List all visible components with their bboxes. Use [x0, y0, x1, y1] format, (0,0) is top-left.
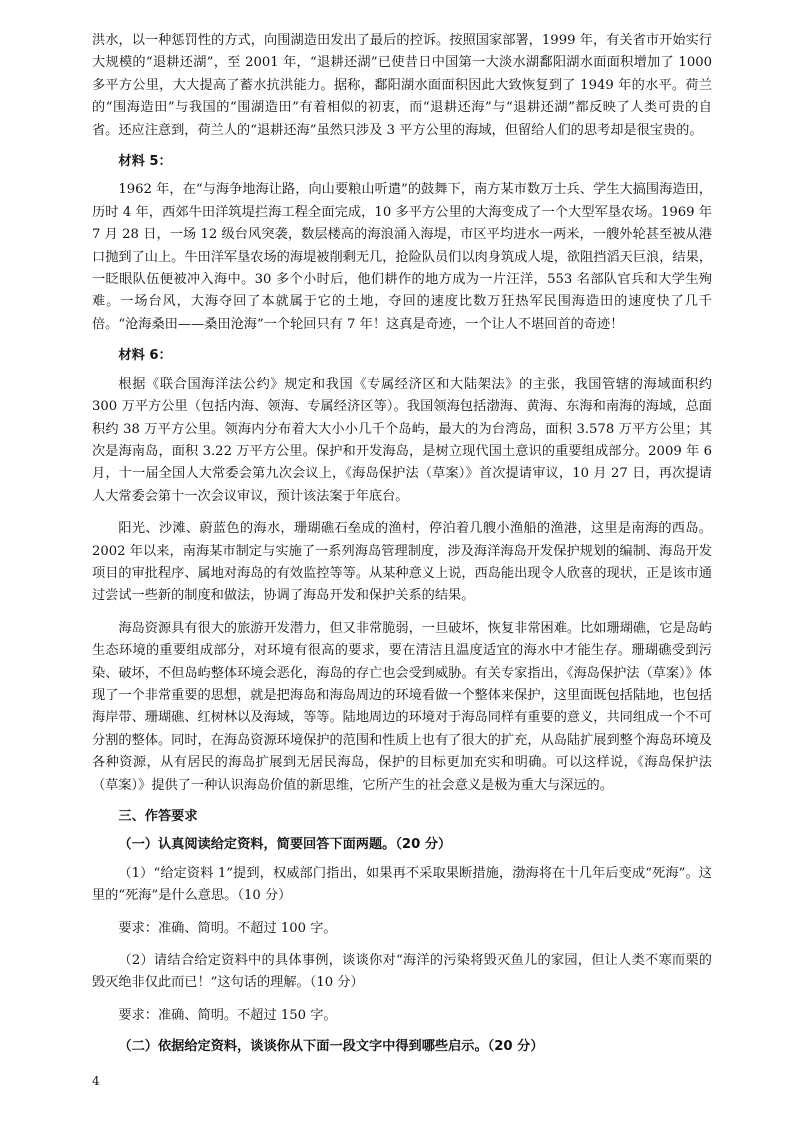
question-1: （1）“给定资料 1”提到，权威部门指出，如果再不采取果断措施，渤海将在十几年后变成“死海”。这里的“死海”是什么意思。（10 分） — [92, 865, 712, 904]
page-number: 4 — [92, 1074, 100, 1088]
material-6-paragraph-3: 海岛资源具有很大的旅游开发潜力，但又非常脆弱，一旦破坏，恢复非常困难。比如珊瑚礁，它是岛屿生态环境的重要组成部分，对环境有很高的要求，要在清洁且温度适宜的海水中才能生存。珊瑚礁受到污染、破坏，不但岛屿整体环境会恶化，海岛的存亡也会受到威胁。有关专家指出，《海岛保护法（草案）》体现了一个非常重要的思想，就是把海岛和海岛周边的环境看做一个整体来保护，这里面既包括陆地，也包括海岸带、珊瑚礁、红树林以及海域，等等。陆地周边的环境对于海岛同样有重要的意义，共同组成一个不可分割的整体。同时，在海岛资源环境保护的范围和性质上也有了很大的扩充，从岛陆扩展到整个海岛环境及各种资源，从有居民的海岛扩展到无居民海岛，保护的目标更加充实和明确。可以这样说，《海岛保护法（草案）》提供了一种认识海岛价值的新思维，它所产生的社会意义是极为重大与深远的。 — [92, 620, 712, 793]
material-5-text: 1962 年，在“与海争地海让路，向山要粮山听遣”的鼓舞下，南方某市数万士兵、学生大搞围海造田，历时 4 年，西郊牛田洋筑堤拦海工程全面完成，10 多平方公里的大海变成了一个大型军垦农场。1969 年 7 月 28 日，一场 12 级台风突袭，数层楼高的海浪涌入海堤，市区平均进水一两米，一艘外轮甚至被从港口抛到了山上。牛田洋军垦农场的海堤被削剩无几，抢险队员们以肉身筑成人堤，欲阻挡滔天巨浪，结果，一眨眼队伍便被冲入海中。30 多个小时后，他们耕作的地方成为一片汪洋，553 名部队官兵和大学生殉难。一场台风，大海夺回了本就属于它的土地，夺回的速度比数万狂热军民围海造田的速度快了几千倍。“沧海桑田——桑田沧海”一个轮回只有 7 年！这真是奇迹，一个让人不堪回首的奇迹！ — [92, 182, 712, 332]
material-5-heading: 材料 5： — [118, 154, 172, 170]
material-6-paragraph-1: 根据《联合国海洋法公约》规定和我国《专属经济区和大陆架法》的主张，我国管辖的海域面积约 300 万平方公里（包括内海、领海、专属经济区等）。我国领海包括渤海、黄海、东海和南海的海域，总面积约 38 万平方公里。领海内分布着大大小小几千个岛屿，最大的为台湾岛，面积 3.578 万平方公里；其次是海南岛，面积 3.22 万平方公里。保护和开发海岛，是树立现代国土意识的重要组成部分。2009 年 6 月，十一届全国人大常委会第九次会议上，《海岛保护法（草案）》首次提请审议，10 月 27 日，再次提请人大常委会第十一次会议审议，预计该法案于年底台。 — [92, 376, 712, 504]
paragraph-flood: 洪水，以一种惩罚性的方式，向围湖造田发出了最后的控诉。按照国家部署，1999 年，有关省市开始实行大规模的“退耕还湖”，至 2001 年，“退耕还湖”已使昔日中国第一大淡水湖鄱阳湖水面面积增加了 1000 多平方公里，大大提高了蓄水抗洪能力。据称，鄱阳湖水面面积因此大致恢复到了 1949 年的水平。荷兰的“围海造田”与我国的“围湖造田”有着相似的初衷，而“退耕还海”与“退耕还湖”都反映了人类可贵的自省。还应注意到，荷兰人的“退耕还海”虽然只涉及 3 平方公里的海域，但留给人们的思考却是很宝贵的。 — [92, 33, 712, 138]
material-6-heading: 材料 6： — [118, 348, 172, 364]
section-3-heading: 三、作答要求 — [118, 809, 198, 824]
material-6-paragraph-2: 阳光、沙滩、蔚蓝色的海水，珊瑚礁石垒成的渔村，停泊着几艘小渔船的渔港，这里是南海的西岛。2002 年以来，南海某市制定与实施了一系列海岛管理制度，涉及海洋海岛开发保护规划的编制、海岛开发项目的审批程序、属地对海岛的有效监控等等。从某种意义上说，西岛能出现令人欣喜的现状，正是该市通过尝试一些新的制度和做法，协调了海岛开发和保护关系的结果。 — [92, 521, 712, 604]
question-2-requirement: 要求：准确、简明。不超过 150 字。 — [118, 1007, 337, 1023]
section-3-part-2-heading: （二）依据给定资料，谈谈你从下面一段文字中得到哪些启示。（20 分） — [118, 1039, 544, 1055]
document-page — [92, 30, 712, 1065]
question-2: （2）请结合给定资料中的具体事例，谈谈你对“海洋的污染将毁灭鱼儿的家园，但让人类不寒而栗的毁灭绝非仅此而已！”这句话的理解。（10 分） — [92, 953, 712, 991]
section-3-part-1-heading: （一）认真阅读给定资料，简要回答下面两题。（20 分） — [118, 837, 452, 853]
question-1-requirement: 要求：准确、简明。不超过 100 字。 — [118, 920, 337, 936]
